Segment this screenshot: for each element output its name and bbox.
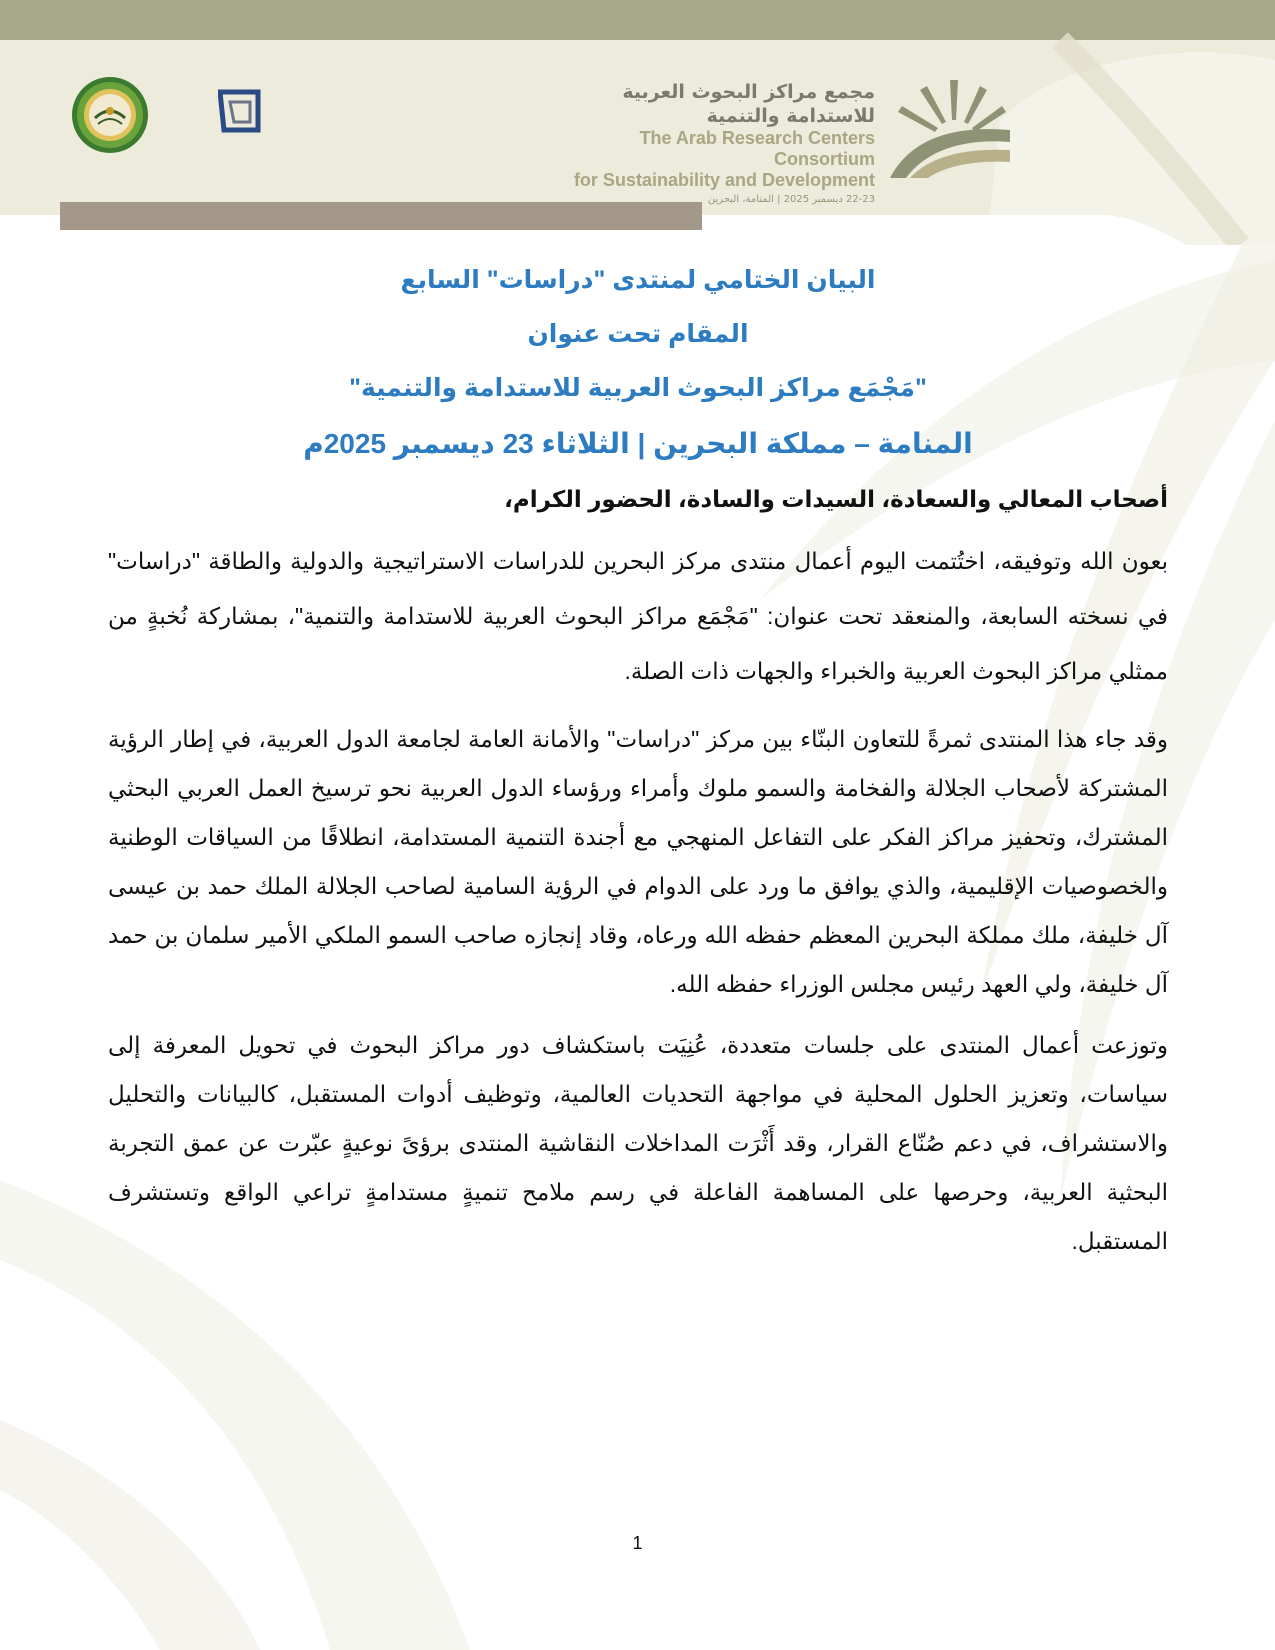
document-subtitle: المقام تحت عنوان [527,320,749,348]
document-body [108,262,1168,1266]
salutation: أصحاب المعالي والسعادة، السيدات والسادة، الحضور الكرام، [504,486,1168,512]
paragraph: بعون الله وتوفيقه، اختُتمت اليوم أعمال منتدى مركز البحرين للدراسات الاستراتيجية والدولية والطاقة "دراسات" في نسخته السابعة، والمنعقد تحت عنوان: "مَجْمَع مراكز البحوث العربية للاستدامة والتنمية"، بمشاركة نُخبةٍ من ممثلي مراكز البحوث العربية والخبراء والجهات ذات الصلة. [108,548,1168,684]
consortium-english-name-2: for Sustainability and Development [573,170,875,190]
page-number: 1 [632,1533,643,1553]
arab-league-logo [70,74,150,156]
derasat-logo-mark [218,88,383,168]
consortium-english-name-1: The Arab Research Centers Consortium [639,128,875,169]
document-title: البيان الختامي لمنتدى "دراسات" السابع [400,266,876,294]
consortium-arabic-name: مجمع مراكز البحوث العربية للاستدامة والتنمية [622,81,875,127]
consortium-event-date: 22-23 ديسمبر 2025 | المنامة، البحرين [707,194,875,205]
paragraph: وتوزعت أعمال المنتدى على جلسات متعددة، عُنِيَت باستكشاف دور مراكز البحوث في تحويل المعرفة إلى سياسات، وتعزيز الحلول المحلية في مواجهة التحديات العالمية، وتوظيف أدوات المستقبل، كالبيانات والتحليل والاستشراف، في دعم صُنّاع القرار، وقد أَثْرَت المداخلات النقاشية المنتدى برؤىً نوعيةٍ عبّرت عن عمق التجربة البحثية العربية، وحرصها على المساهمة الفاعلة في رسم ملامح تنميةٍ مستدامةٍ تراعي الواقع وتستشرف المستقبل. [108,1032,1168,1254]
location-date-line: المنامة – مملكة البحرين | الثلاثاء 23 ديسمبر 2025م [303,428,973,459]
forum-theme: "مَجْمَع مراكز البحوث العربية للاستدامة والتنمية" [349,374,927,402]
consortium-title-block [555,80,875,205]
paragraph: وقد جاء هذا المنتدى ثمرةً للتعاون البنّاء بين مركز "دراسات" والأمانة العامة لجامعة الدول العربية، في إطار الرؤية المشتركة لأصحاب الجلالة والفخامة والسمو ملوك وأمراء ورؤساء الدول العربية نحو ترسيخ العمل العربي البحثي المشترك، وتحفيز مراكز الفكر على التفاعل المنهجي مع أجندة التنمية المستدامة، انطلاقًا من السياقات الوطنية والخصوصيات الإقليمية، والذي يوافق ما ورد على الدوام في الرؤية السامية لصاحب الجلالة الملك حمد بن عيسى آل خليفة، ملك مملكة البحرين المعظم حفظه الله ورعاه، وقاد إنجازه صاحب السمو الملكي الأمير سلمان بن حمد آل خليفة، ولي العهد رئيس مجلس الوزراء حفظه الله. [108,726,1168,997]
consortium-logo [880,70,1025,180]
